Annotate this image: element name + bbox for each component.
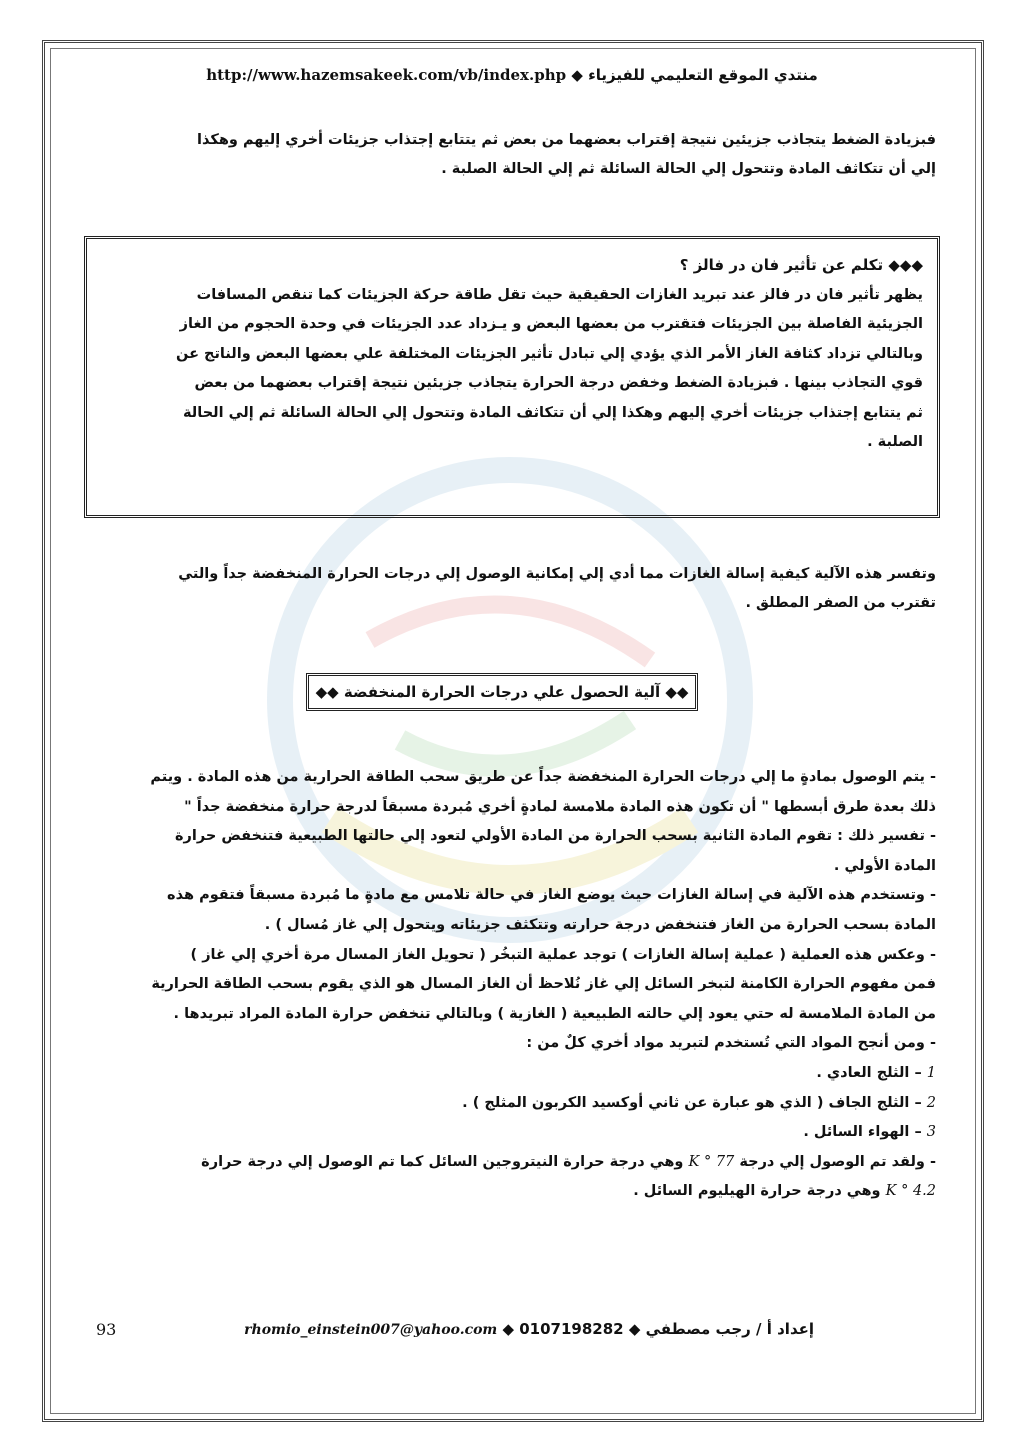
box-line: ثم يتتابع إجتذاب جزيئات أخري إليهم وهكذا إلي أن تتكاثف المادة وتتحول إلي الحالة السائلة ثم إلي الحالة bbox=[183, 404, 923, 421]
box-line: الصلبة . bbox=[867, 434, 923, 450]
list-line: - وعكس هذه العملية ( عملية إسالة الغازات ) توجد عملية التبخُر ( تحويل الغاز المسال مرة أخري إلي غاز ) bbox=[190, 946, 936, 963]
material-item bbox=[88, 1089, 936, 1119]
explanation-line: تقترب من الصفر المطلق . bbox=[745, 595, 936, 611]
page-footer bbox=[96, 1320, 934, 1350]
mechanism-list bbox=[88, 763, 936, 1207]
list-line: المادة الأولي . bbox=[833, 857, 936, 874]
material-number: 3 bbox=[926, 1124, 936, 1141]
intro-paragraph bbox=[88, 126, 936, 184]
final-text: - ولقد تم الوصول إلي درجة bbox=[739, 1153, 936, 1170]
temp-helium: 4.2 ° K bbox=[885, 1183, 936, 1200]
header-url: http://www.hazemsakeek.com/vb/index.php bbox=[206, 66, 567, 84]
material-number: 1 bbox=[926, 1064, 936, 1081]
page-header bbox=[60, 66, 964, 84]
material-text: – الثلج العادي . bbox=[816, 1064, 922, 1081]
list-line: ذلك بعدة طرق أبسطها " أن تكون هذه المادة ملامسة لمادةٍ أخري مُبردة مسبقاً لدرجة حرارة منخفضة جداً " bbox=[184, 798, 936, 815]
footer-author: إعداد أ / رجب مصطفي ◆ bbox=[628, 1320, 814, 1338]
final-text: وهي درجة حرارة الهيليوم السائل . bbox=[633, 1183, 881, 1200]
list-line: - ومن أنجح المواد التي تُستخدم لتبريد مواد أخري كلٌ من : bbox=[526, 1035, 936, 1052]
box-line: وبالتالي تزداد كثافة الغاز الأمر الذي يؤدي إلي تبادل تأثير الجزيئات المختلفة علي بعضها البعض والناتج عن bbox=[176, 345, 923, 362]
list-line: من المادة الملامسة له حتي يعود إلي حالته الطبيعية ( الغازية ) وبالتالي تنخفض حرارة المادة المراد تبريدها . bbox=[173, 1005, 936, 1022]
footer-phone: 0107198282 ◆ bbox=[502, 1320, 624, 1338]
final-line bbox=[88, 1148, 936, 1178]
temp-nitrogen: 77 ° K bbox=[688, 1153, 735, 1170]
list-line: المادة بسحب الحرارة من الغاز فتنخفض درجة حرارته وتتكثف جزيئاته ويتحول إلي غاز مُسال ) . bbox=[264, 916, 936, 933]
list-line: - يتم الوصول بمادةٍ ما إلي درجات الحرارة المنخفضة جداً عن طريق سحب الطاقة الحرارية من هذه المادة . ويتم bbox=[150, 769, 936, 785]
final-line bbox=[88, 1177, 936, 1207]
explanation-paragraph bbox=[88, 560, 936, 618]
footer-credit bbox=[244, 1320, 814, 1338]
material-text: – الهواء السائل . bbox=[803, 1124, 922, 1141]
section-title-box: ◆◆ آلية الحصول علي درجات الحرارة المنخفضة ◆◆ bbox=[306, 673, 698, 711]
intro-line: إلي أن تتكاثف المادة وتتحول إلي الحالة السائلة ثم إلي الحالة الصلبة . bbox=[441, 161, 936, 177]
list-line: فمن مفهوم الحرارة الكامنة لتبخر السائل إلي غاز نُلاحظ أن الغاز المسال هو الذي يقوم بسحب الطاقة الحرارية bbox=[151, 976, 936, 993]
van-der-waals-box bbox=[84, 236, 940, 518]
material-number: 2 bbox=[926, 1094, 936, 1111]
list-line: - تفسير ذلك : تقوم المادة الثانية بسحب الحرارة من المادة الأولي لتعود إلي حالتها الطبيعية فتنخفض حرارة bbox=[174, 828, 936, 845]
header-title: منتدي الموقع التعليمي للفيزياء ◆ bbox=[571, 66, 818, 84]
list-line: - وتستخدم هذه الآلية في إسالة الغازات حيث يوضع الغاز في حالة تلامس مع مادةٍ ما مُبردة مسبقاً فتقوم هذه bbox=[167, 887, 936, 904]
intro-line: فبزيادة الضغط يتجاذب جزيئين نتيجة إقتراب بعضهما من بعض ثم يتتابع إجتذاب جزيئات أخري إليهم وهكذا bbox=[197, 132, 936, 148]
material-item bbox=[88, 1059, 936, 1089]
box-line: الجزيئية الفاصلة بين الجزيئات فتقترب من بعضها البعض و يـزداد عدد الجزيئات في وحدة الحجوم من الغاز bbox=[179, 316, 923, 332]
explanation-line: وتفسر هذه الآلية كيفية إسالة الغازات مما أدي إلي إمكانية الوصول إلي درجات الحرارة المنخفضة جداً والتي bbox=[178, 566, 936, 582]
footer-email: rhomio_einstein007@yahoo.com bbox=[244, 1322, 498, 1338]
box-question: ◆◆◆ تكلم عن تأثير فان در فالز ؟ bbox=[679, 256, 923, 274]
material-item bbox=[88, 1118, 936, 1148]
page-number: 93 bbox=[96, 1320, 117, 1339]
final-text: وهي درجة حرارة النيتروجين السائل كما تم الوصول إلي درجة حرارة bbox=[201, 1153, 684, 1170]
box-line: يظهر تأثير فان در فالز عند تبريد الغازات الحقيقية حيث تقل طاقة حركة الجزيئات كما تنقص المسافات bbox=[196, 286, 923, 303]
material-text: – الثلج الجاف ( الذي هو عبارة عن ثاني أوكسيد الكربون المثلج ) . bbox=[462, 1094, 922, 1111]
box-line: قوي التجاذب بينها . فبزيادة الضغط وخفض درجة الحرارة يتجاذب جزيئين نتيجة إقتراب بعضهما من بعض bbox=[194, 375, 923, 391]
